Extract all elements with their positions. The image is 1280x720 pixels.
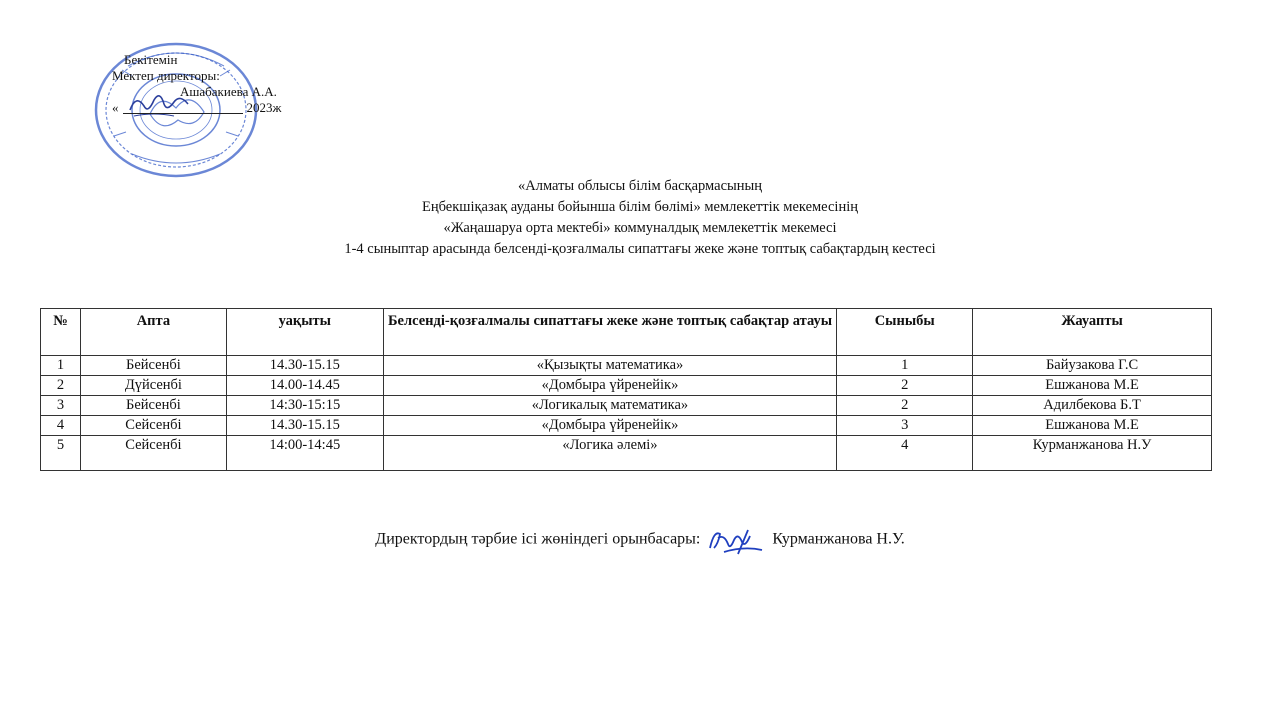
cell-number: 5 <box>41 436 81 471</box>
header-number: № <box>41 309 81 356</box>
deputy-name: Курманжанова Н.У. <box>772 530 905 548</box>
approval-quote: « <box>112 100 119 115</box>
cell-lesson: «Домбыра үйренейік» <box>383 416 837 436</box>
table-row <box>41 416 1212 436</box>
cell-lesson: «Логика әлемі» <box>383 436 837 471</box>
cell-week: Сейсенбі <box>80 436 226 471</box>
cell-week: Бейсенбі <box>80 396 226 416</box>
table-row <box>41 436 1212 471</box>
title-line-2: Еңбекшіқазақ ауданы бойынша білім бөлімі» мемлекеттік мекемесінің <box>422 199 858 215</box>
cell-responsible: Курманжанова Н.У <box>973 436 1212 471</box>
cell-responsible: Адилбекова Б.Т <box>973 396 1212 416</box>
header-lesson-text: Белсенді-қозғалмалы сипаттағы жеке және топтық сабақтар атауы <box>387 313 833 329</box>
cell-week: Бейсенбі <box>80 356 226 376</box>
cell-week: Сейсенбі <box>80 416 226 436</box>
cell-time: 14:00-14:45 <box>226 436 383 471</box>
cell-responsible: Ешжанова М.Е <box>973 376 1212 396</box>
cell-number: 3 <box>41 396 81 416</box>
approval-block <box>112 52 352 116</box>
cell-grade: 2 <box>837 396 973 416</box>
table-header-row <box>41 309 1212 356</box>
table-row <box>41 356 1212 376</box>
cell-time: 14.30-15.15 <box>226 356 383 376</box>
date-underline <box>123 101 243 114</box>
cell-grade: 3 <box>837 416 973 436</box>
deputy-signature-line <box>0 524 1280 556</box>
title-line-3: «Жаңашаруа орта мектебі» коммуналдық мемлекеттік мекемесі <box>443 220 837 236</box>
title-line-1: «Алматы облысы білім басқармасының <box>517 178 763 194</box>
schedule-table <box>40 308 1212 471</box>
header-grade: Сыныбы <box>837 309 973 356</box>
cell-week: Дүйсенбі <box>80 376 226 396</box>
cell-time: 14.00-14.45 <box>226 376 383 396</box>
approval-date <box>112 100 352 116</box>
cell-lesson: «Логикалық математика» <box>383 396 837 416</box>
cell-number: 4 <box>41 416 81 436</box>
cell-responsible: Байузакова Г.С <box>973 356 1212 376</box>
approval-heading: Бекітемін <box>124 52 178 67</box>
deputy-label: Директордың тәрбие ісі жөніндегі орынбасары: <box>375 530 701 548</box>
cell-grade: 1 <box>837 356 973 376</box>
deputy-signature <box>704 524 768 556</box>
header-responsible: Жауапты <box>973 309 1212 356</box>
cell-grade: 4 <box>837 436 973 471</box>
approval-role: Мектеп директоры: <box>112 68 220 83</box>
cell-lesson: «Домбыра үйренейік» <box>383 376 837 396</box>
cell-time: 14:30-15:15 <box>226 396 383 416</box>
cell-number: 1 <box>41 356 81 376</box>
table-row <box>41 376 1212 396</box>
cell-responsible: Ешжанова М.Е <box>973 416 1212 436</box>
header-week: Апта <box>80 309 226 356</box>
header-time: уақыты <box>226 309 383 356</box>
approval-year: 2023ж <box>246 100 282 115</box>
cell-grade: 2 <box>837 376 973 396</box>
title-line-4: 1-4 сыныптар арасында белсенді-қозғалмалы сипаттағы жеке және топтық сабақтардың кестесі <box>344 241 936 257</box>
approval-director-name: Ашабакиева А.А. <box>180 84 277 99</box>
document-title <box>0 176 1280 260</box>
cell-lesson: «Қызықты математика» <box>383 356 837 376</box>
header-lesson <box>383 309 837 356</box>
table-row <box>41 396 1212 416</box>
cell-time: 14.30-15.15 <box>226 416 383 436</box>
cell-number: 2 <box>41 376 81 396</box>
